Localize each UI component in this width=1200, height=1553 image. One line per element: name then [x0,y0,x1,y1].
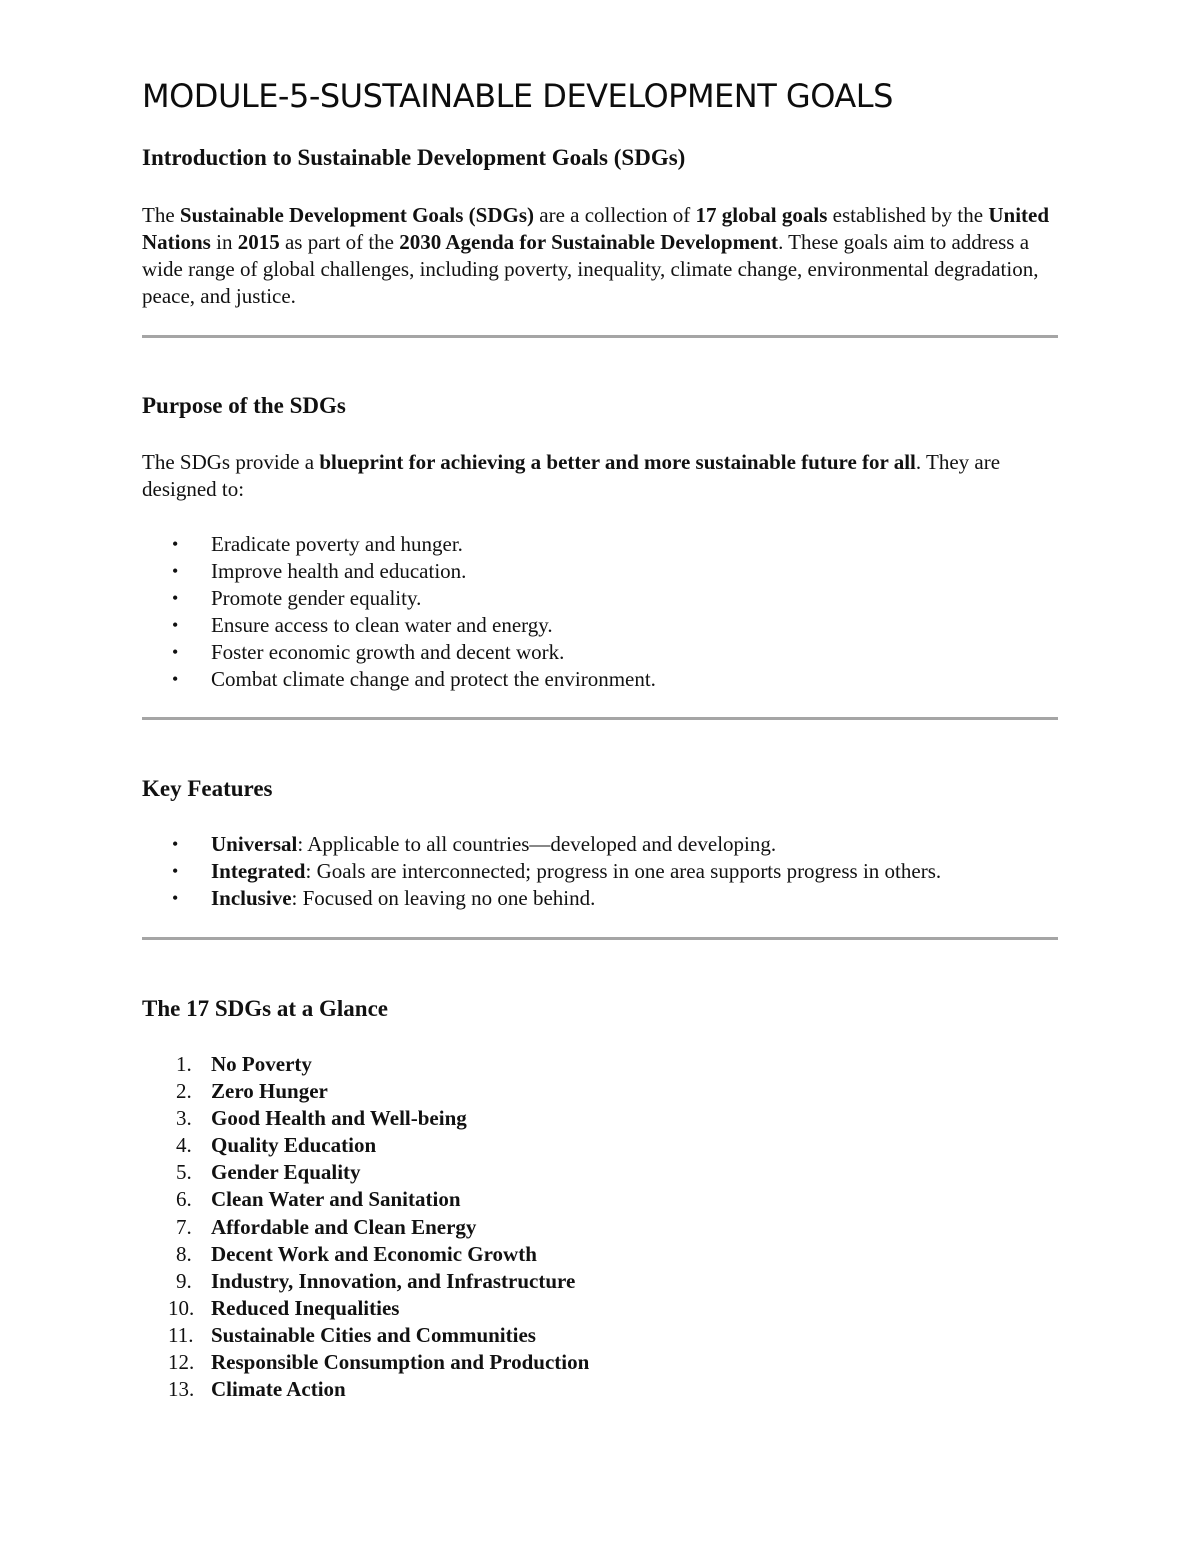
goal-number: 3. [176,1106,192,1131]
list-item [142,639,1058,666]
goal-number: 8. [176,1241,192,1266]
goal-item [142,1295,1058,1322]
goal-name: Decent Work and Economic Growth [211,1241,537,1266]
list-item-text: Eradicate poverty and hunger. [211,532,463,556]
bullet-icon: • [172,888,179,908]
goal-name: No Poverty [211,1052,312,1076]
goal-name: Sustainable Cities and Communities [211,1322,536,1347]
intro-bold-year: 2015 [237,230,280,254]
intro-bold-17-goals: 17 global goals [695,203,828,227]
purpose-bold-blueprint: blueprint for achieving a better and more sustainable future for all [319,450,916,474]
goal-item [142,1186,1058,1213]
features-section [142,774,1058,912]
feature-desc: : Focused on leaving no one behind. [291,886,596,910]
intro-text: as part of the [279,230,400,254]
goal-number: 11. [168,1322,194,1347]
intro-text: are a collection of [534,203,696,227]
intro-bold-sdgs: Sustainable Development Goals (SDGs) [179,203,535,227]
list-item [142,531,1058,558]
goal-name: Reduced Inequalities [211,1295,400,1320]
goal-number: 10. [168,1295,195,1320]
section-divider [142,937,1058,940]
goal-item [142,1268,1058,1295]
features-heading: Key Features [142,776,273,801]
intro-heading: Introduction to Sustainable Development Goals (SDGs) [142,145,686,170]
goal-name: Responsible Consumption and Production [211,1350,590,1375]
features-list [142,831,1058,912]
feature-term: Universal [211,832,298,856]
glance-section [142,994,1058,1403]
intro-section [142,143,1058,310]
purpose-paragraph [142,449,1058,503]
intro-bold-un: United Nations [142,203,1050,254]
goal-name: Quality Education [211,1133,377,1158]
list-item [142,858,1058,885]
goal-name: Climate Action [211,1377,346,1402]
goal-number: 7. [176,1214,192,1239]
list-item-text: Promote gender equality. [211,586,422,610]
intro-text: . These goals aim to address a wide range of global challenges, including poverty, inequality, climate change, environmental degradation, peace, and justice. [142,230,1039,308]
goal-item [142,1159,1058,1186]
goal-name: Gender Equality [211,1160,361,1185]
goal-item [142,1078,1058,1105]
intro-text: established by the [827,203,989,227]
intro-paragraph [142,202,1058,310]
feature-desc: : Goals are interconnected; progress in one area supports progress in others. [305,859,942,883]
purpose-heading: Purpose of the SDGs [142,393,346,418]
goal-number: 5. [176,1160,192,1185]
intro-text: in [210,230,238,254]
goal-number: 13. [168,1377,195,1402]
bullet-icon: • [172,588,179,608]
bullet-icon: • [172,669,179,689]
goal-number: 1. [176,1052,192,1076]
goal-number: 12. [168,1350,195,1375]
goal-name: Zero Hunger [211,1079,328,1104]
list-item [142,585,1058,612]
goals-list [142,1051,1058,1403]
goal-item [142,1349,1058,1376]
goal-name: Clean Water and Sanitation [211,1187,461,1212]
purpose-list [142,531,1058,693]
goal-item [142,1214,1058,1241]
bullet-icon: • [172,861,179,881]
list-item-text: Ensure access to clean water and energy. [211,613,553,637]
goal-item [142,1132,1058,1159]
goal-item [142,1241,1058,1268]
goal-item [142,1322,1058,1349]
list-item [142,831,1058,858]
goal-item [142,1376,1058,1403]
goal-name: Good Health and Well-being [211,1106,467,1131]
goal-name: Affordable and Clean Energy [211,1214,477,1239]
goal-number: 9. [176,1268,192,1293]
purpose-section [142,391,1058,693]
glance-heading: The 17 SDGs at a Glance [142,996,388,1021]
goal-number: 2. [176,1079,192,1104]
feature-term: Inclusive [211,886,292,910]
bullet-icon: • [172,615,179,635]
list-item-text: Combat climate change and protect the environment. [211,667,656,691]
goal-item [142,1051,1058,1078]
list-item-text: Improve health and education. [211,559,467,583]
list-item [142,666,1058,693]
list-item-text: Foster economic growth and decent work. [211,640,565,664]
bullet-icon: • [172,834,179,854]
feature-term: Integrated [211,859,306,883]
intro-text: The [142,203,180,227]
bullet-icon: • [172,642,179,662]
purpose-text: . They are designed to: [142,450,1001,501]
list-item [142,885,1058,912]
section-divider [142,717,1058,720]
purpose-text: The SDGs provide a [142,450,320,474]
list-item [142,612,1058,639]
goal-name: Industry, Innovation, and Infrastructure [211,1268,576,1293]
goal-number: 6. [176,1187,192,1212]
list-item [142,558,1058,585]
intro-bold-agenda: 2030 Agenda for Sustainable Development [399,230,779,254]
goal-number: 4. [176,1133,192,1158]
section-divider [142,335,1058,338]
bullet-icon: • [172,534,179,554]
bullet-icon: • [172,561,179,581]
page-title: MODULE-5-SUSTAINABLE DEVELOPMENT GOALS [142,77,893,115]
goal-item [142,1105,1058,1132]
feature-desc: : Applicable to all countries—developed and developing. [297,832,777,856]
